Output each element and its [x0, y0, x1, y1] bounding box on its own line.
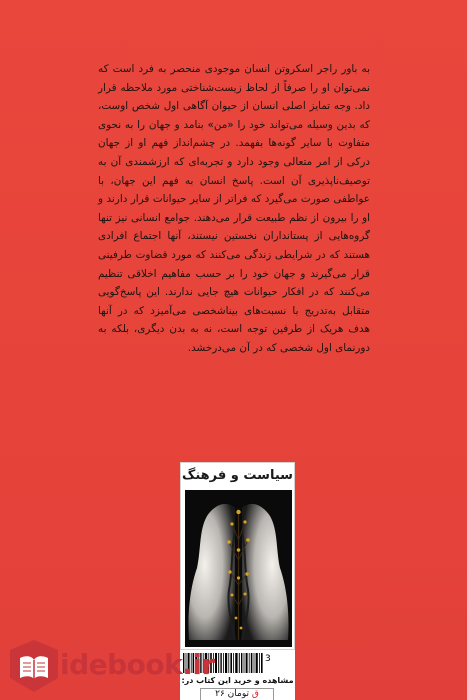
idebook-logo-icon	[6, 638, 62, 694]
barcode-digit: 3	[265, 654, 271, 664]
idebook-watermark[interactable]	[6, 636, 215, 696]
price-prefix: ق	[251, 689, 259, 699]
store-availability-text: مشاهده و خرید این کتاب در:	[181, 676, 294, 685]
series-photo	[185, 490, 292, 647]
blurb-text-block	[98, 60, 370, 358]
price-text: تومان ۲۶	[215, 689, 249, 699]
series-title: سیاست و فرهنگ	[182, 468, 293, 483]
series-emblem	[180, 462, 295, 650]
mirrored-faces-illustration	[185, 490, 292, 647]
blurb-paragraph: به باور راجر اسکروتن انسان موجودی منحصر به فرد است که نمی‌توان او را صرفاً از لحاظ زیست‌شناختی مورد ملاحظه قرار داد. وجه تمایز اصلی انسان از حیوان آگاهی اول شخص اوست، که بدین وسیله می‌تواند خود را «من» بنامد و جهان را به نحوی متفاوت با سایر گونه‌ها بفهمد. در چشم‌انداز فهم او از جهان درکی از امر متعالی وجود دارد و تجربه‌ای که ارزشمندی آن به توصیف‌ناپذیری آن است. پاسخ انسان به فهم این جهان، با عواطفی صورت می‌گیرد که فراتر از سایر حیوانات قرار دارند و او را بیرون از نظم طبیعت قرار می‌دهند. جوامع انسانی نیز تنها گروه‌هایی از پستانداران نخستین نیستند، آنها اجتماع افرادی هستند که در شرایطی زندگی می‌کنند که مورد قضاوت طرفینی قرار می‌گیرند و جهان خود را بر حسب مفاهیم اخلاقی تنظیم می‌کنند که در افکار حیوانات هیچ جایی ندارند. این پاسخ‌گویی متقابل به‌تدریج با نسبت‌های بیناشخصی می‌آمیزد که در آنها هدف هریک از طرفین توجه است، نه به بدن دیگری، بلکه به دورنمای اول شخصی که در آن می‌درخشد.	[98, 63, 370, 354]
watermark-text: idebook.ir	[60, 648, 215, 681]
price-label	[200, 688, 274, 700]
